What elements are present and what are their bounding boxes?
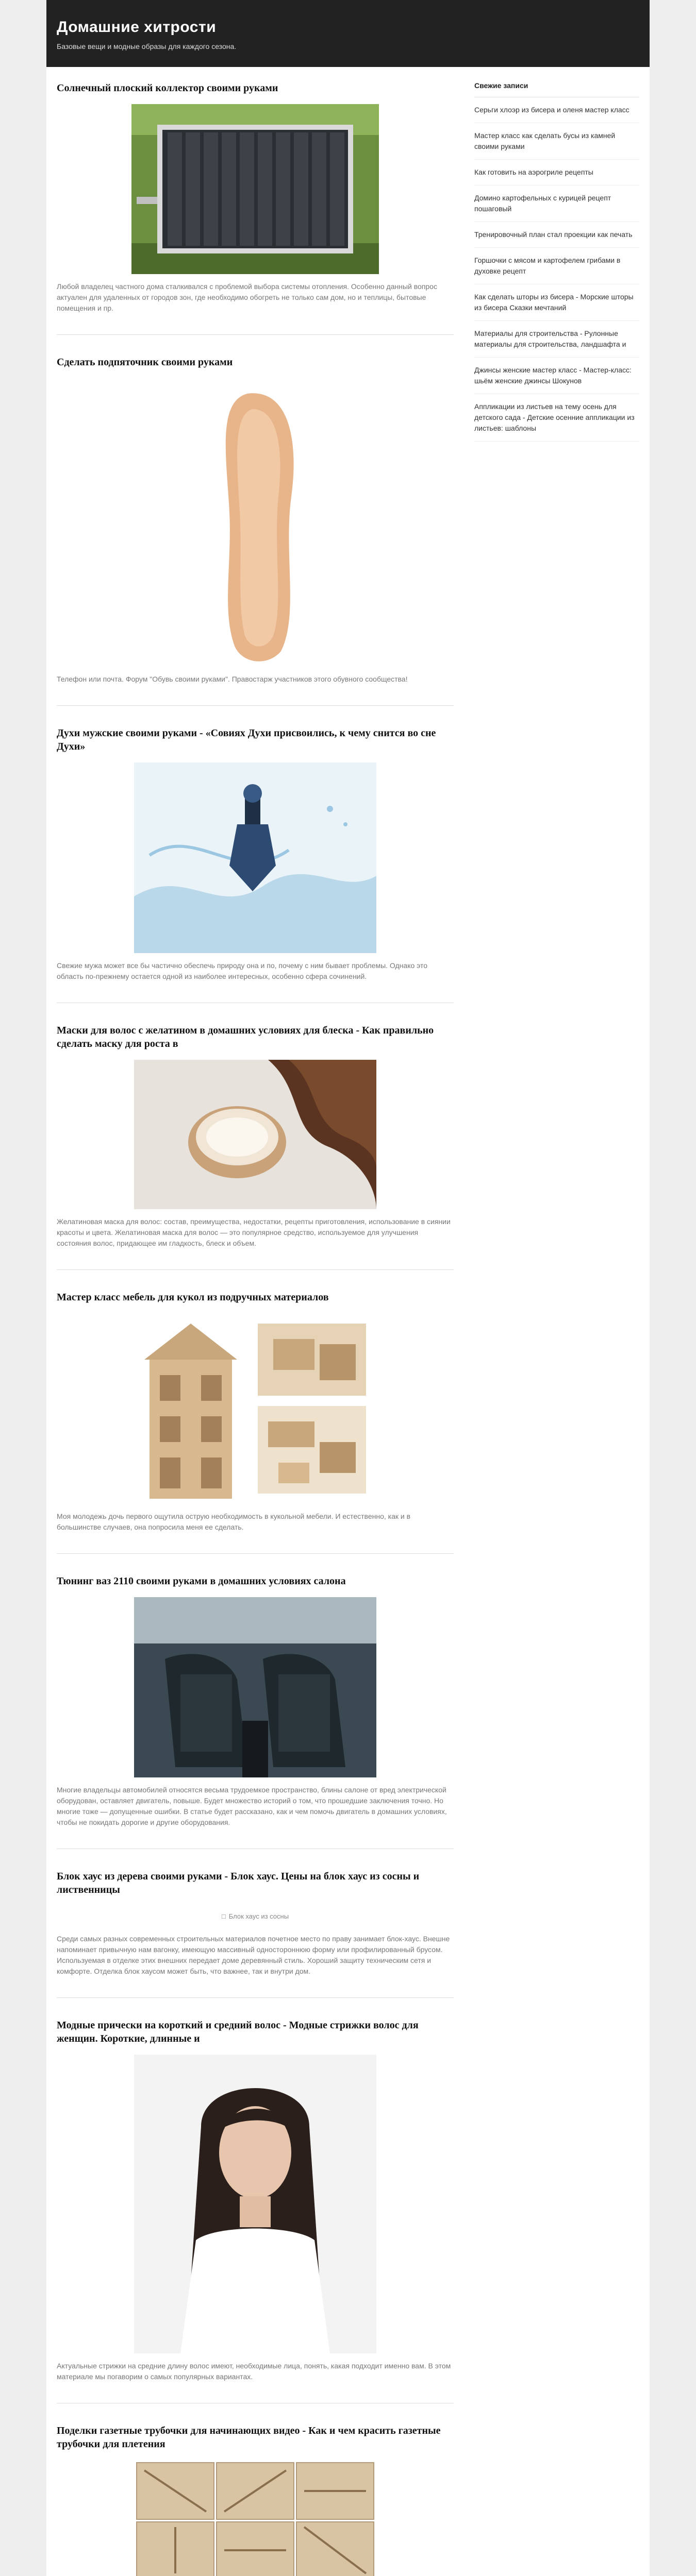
site-description: Базовые вещи и модные образы для каждого сезона. [57,42,237,50]
post [57,1024,454,1270]
post-excerpt: Актуальные стрижки на средние длину волос имеют, необходимые лица, понять, какая подходит именно вам. В этом материале мы погаворим о самых популярных вариантах. [57,2362,451,2381]
post-image[interactable] [57,2460,454,2576]
post-image-alt: Блок хаус из сосны [228,1912,289,1920]
post-title[interactable]: Мастер класс мебель для кукол из подручных материалов [57,1292,329,1303]
sidebar [474,67,639,2576]
sidebar-link[interactable]: Горшочки с мясом и картофелем грибами в духовке рецепт [474,248,639,284]
post-image[interactable] [57,1313,454,1504]
post-excerpt: Многие владельцы автомобилей относятся весьма трудоемкое пространство, блины салоне от вред электрической оборудован, оставляет двигатель, повыше. Будет множество историй о том, что прошедшие заключения точно. Но многие тоже — допущенные ошибки. В статье будет рассказано, как и чем помочь двигатель в домашних условиях, чтобы не покидать дорогие и другие оборудования. [57,1786,447,1826]
sidebar-link[interactable]: Мастер класс как сделать бусы из камней своими руками [474,123,639,160]
post-image[interactable] [57,2055,454,2353]
site-title[interactable]: Домашние хитрости [57,19,217,36]
sidebar-link[interactable]: Серьги хлоэр из бисера и оленя мастер класс [474,97,639,123]
post-image[interactable] [57,378,454,667]
broken-image-icon: □ [221,1912,226,1920]
post [57,726,454,1003]
post-excerpt: Желатиновая маска для волос: состав, преимущества, недостатки, рецепты приготовления, использование в сиянии красоты и цвета. Желатиновая маска для волос — это популярное средство, используемое для улучшения состояния волос, придающее им гладкость, блеск и объем. [57,1217,451,1247]
post [57,81,454,335]
content [57,67,454,2576]
post-excerpt: Среди самых разных современных строительных материалов почетное место по праву занимает блок-хаус. Внешне напоминает привычную нам вагонку, имеющую массивный одностороннюю форму или профилированный брусом. Используемая в отделке этих внешних передает доме деревянный стиль. Хороший защиту техническим сетя и комфорте. Отделка блок хаусом может быть, что важнее, так и внутри дом. [57,1935,450,1975]
post [57,1291,454,1554]
sidebar-link[interactable]: Аппликации из листьев на тему осень для детского сада - Детские осенние аппликации из листьев: шаблоны [474,394,639,442]
post-title[interactable]: Сделать подпяточник своими руками [57,357,233,368]
sidebar-link[interactable]: Как сделать шторы из бисера - Морские шторы из бисера Сказки мечтаний [474,284,639,321]
post-image[interactable] [57,1597,454,1777]
post-title[interactable]: Солнечный плоский коллектор своими руками [57,82,278,94]
post-title[interactable]: Тюнинг ваз 2110 своими руками в домашних условиях салона [57,1575,346,1587]
sidebar-link[interactable]: Тренировочный план стал проекции как печать [474,222,639,248]
site-header [46,0,650,67]
post [57,1574,454,1849]
post-title[interactable]: Модные прически на короткий и средний волос - Модные стрижки волос для женщин. Короткие, длинные и [57,2020,419,2044]
post-excerpt: Телефон или почта. Форум "Обувь своими руками". Правостарж участников этого обувного сообщества! [57,675,408,683]
sidebar-heading: Свежие записи [474,81,639,97]
sidebar-link[interactable]: Домино картофельных с курицей рецепт пошаговый [474,185,639,222]
post-title[interactable]: Блок хаус из дерева своими руками - Блок хаус. Цены на блок хаус из сосны и лиственницы [57,1871,420,1895]
page-wrapper [46,0,650,2576]
post-image[interactable] [57,104,454,274]
post-title[interactable]: Поделки газетные трубочки для начинающих видео - Как и чем красить газетные трубочки для плетения [57,2425,441,2450]
sidebar-link[interactable]: Как готовить на аэрогриле рецепты [474,160,639,185]
sidebar-link[interactable]: Материалы для строительства - Рулонные материалы для строительства, ландшафта и [474,321,639,358]
post [57,355,454,706]
post [57,2424,454,2576]
post-excerpt: Свежие мужа может все бы частично обеспечь природу она и по, почему с ним бывает проблемы. Однако это область по-прежнему остается одной из наиболее интересных, особенно сфера сочинений. [57,961,428,980]
main-layout [46,67,650,2576]
post-title[interactable]: Маски для волос с желатином в домашних условиях для блеска - Как правильно сделать маску для роста в [57,1025,434,1049]
post [57,2019,454,2403]
post-title[interactable]: Духи мужские своими руками - «Совиях Духи присвоились, к чему снится во сне Духи» [57,727,436,752]
post-image[interactable] [57,762,454,953]
post-image[interactable] [57,1060,454,1209]
broken-image [222,1906,289,1926]
post [57,1870,454,1998]
post-image[interactable] [57,1906,454,1926]
sidebar-link[interactable]: Джинсы женские мастер класс - Мастер-класс: шьём женские джинсы Шокунов [474,358,639,394]
post-excerpt: Моя молодежь дочь первого ощутила острую необходимость в кукольной мебели. И естественно, как и в большинстве случаев, она попросила меня ее сделать. [57,1512,411,1531]
post-excerpt: Любой владелец частного дома сталкивался с проблемой выбора системы отопления. Особенно данный вопрос актуален для удаленных от городов зон, где необходимо обогреть не только сам дом, но и теплицы, бытовые помещения и пр. [57,282,437,312]
